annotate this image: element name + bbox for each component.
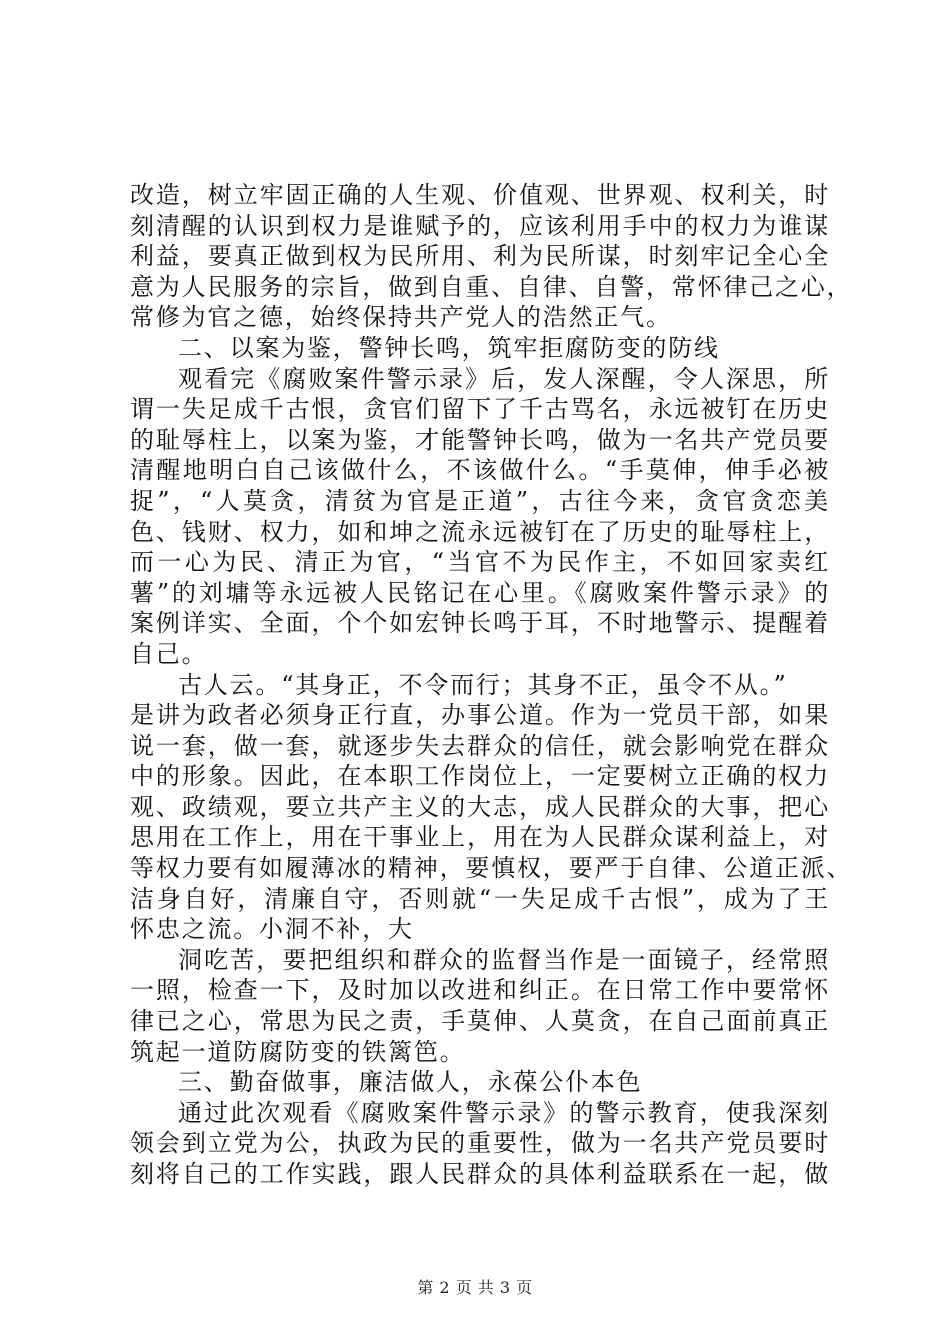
text-line: 等权力要有如履薄冰的精神，要慎权，要严于自律、公道正派、 (130, 854, 853, 883)
text-line: 案例详实、全面，个个如宏钟长鸣于耳，不时地警示、提醒着 (130, 609, 830, 638)
text-line: 而一心为民、清正为官，“当官不为民作主，不如回家卖红 (130, 548, 830, 577)
text-line: 意为人民服务的宗旨，做到自重、自律、自警，常怀律己之心， (130, 272, 853, 301)
text-line: 色、钱财、权力，如和坤之流永远被钉在了历史的耻辱柱上， (130, 517, 830, 546)
text-line: 怀忠之流。小洞不补，大 (130, 915, 414, 944)
text-line: 清醒地明白自己该做什么，不该做什么。“手莫伸，伸手必被 (130, 456, 830, 485)
text-line: 自己。 (130, 639, 208, 668)
text-line: 古人云。“其身正，不令而行；其身不正，虽令不从。” (178, 670, 788, 699)
text-line: 刻清醒的认识到权力是谁赋予的，应该利用手中的权力为谁谋 (130, 211, 830, 240)
text-line: 利益，要真正做到权为民所用、利为民所谋，时刻牢记全心全 (130, 242, 830, 271)
text-line: 三、勤奋做事，廉洁做人，永葆公仆本色 (178, 1068, 643, 1097)
text-line: 改造，树立牢固正确的人生观、价值观、世界观、权利关，时 (130, 181, 830, 209)
text-line: 中的形象。因此，在本职工作岗位上，一定要树立正确的权力 (130, 762, 830, 791)
text-line: 律已之心，常思为民之责，手莫伸、人莫贪，在自己面前真正 (130, 1007, 830, 1036)
text-line: 的耻辱柱上，以案为鉴，才能警钟长鸣，做为一名共产党员要 (130, 425, 830, 454)
text-line: 谓一失足成千古恨，贪官们留下了千古骂名，永远被钉在历史 (130, 395, 830, 424)
text-line: 刻将自己的工作实践，跟人民群众的具体利益联系在一起，做 (130, 1160, 830, 1188)
text-line: 是讲为政者必须身正行直，办事公道。作为一党员干部，如果 (130, 701, 830, 730)
text-line: 观看完《腐败案件警示录》后，发人深醒，令人深思，所 (178, 364, 830, 393)
text-line: 捉”，“人莫贪，清贫为官是正道”，古往今来，贪官贪恋美 (130, 486, 830, 515)
text-line: 观、政绩观，要立共产主义的大志，成人民群众的大事，把心 (130, 792, 830, 821)
text-line: 常修为官之德，始终保持共产党人的浩然正气。 (130, 303, 672, 332)
text-line: 二、以案为鉴，警钟长鸣，筑牢拒腐防变的防线 (178, 333, 720, 362)
text-line: 薯”的刘墉等永远被人民铭记在心里。《腐败案件警示录》的 (130, 578, 830, 607)
text-line: 一照，检查一下，及时加以改进和纠正。在日常工作中要常怀 (130, 976, 830, 1005)
text-line: 说一套，做一套，就逐步失去群众的信任，就会影响党在群众 (130, 731, 830, 760)
page-footer: 第 2 页 共 3 页 (417, 1278, 533, 1297)
text-line: 通过此次观看《腐败案件警示录》的警示教育，使我深刻 (178, 1098, 830, 1127)
text-line: 领会到立党为公，执政为民的重要性，做为一名共产党员要时 (130, 1129, 830, 1158)
text-line: 洁身自好，清廉自守，否则就“一失足成千古恨”，成为了王 (130, 884, 830, 913)
text-line: 洞吃苦，要把组织和群众的监督当作是一面镜子，经常照 (178, 945, 830, 974)
text-line: 思用在工作上，用在干事业上，用在为人民群众谋利益上，对 (130, 823, 830, 852)
text-line: 筑起一道防腐防变的铁篱笆。 (130, 1037, 466, 1066)
document-body (130, 180, 853, 1190)
